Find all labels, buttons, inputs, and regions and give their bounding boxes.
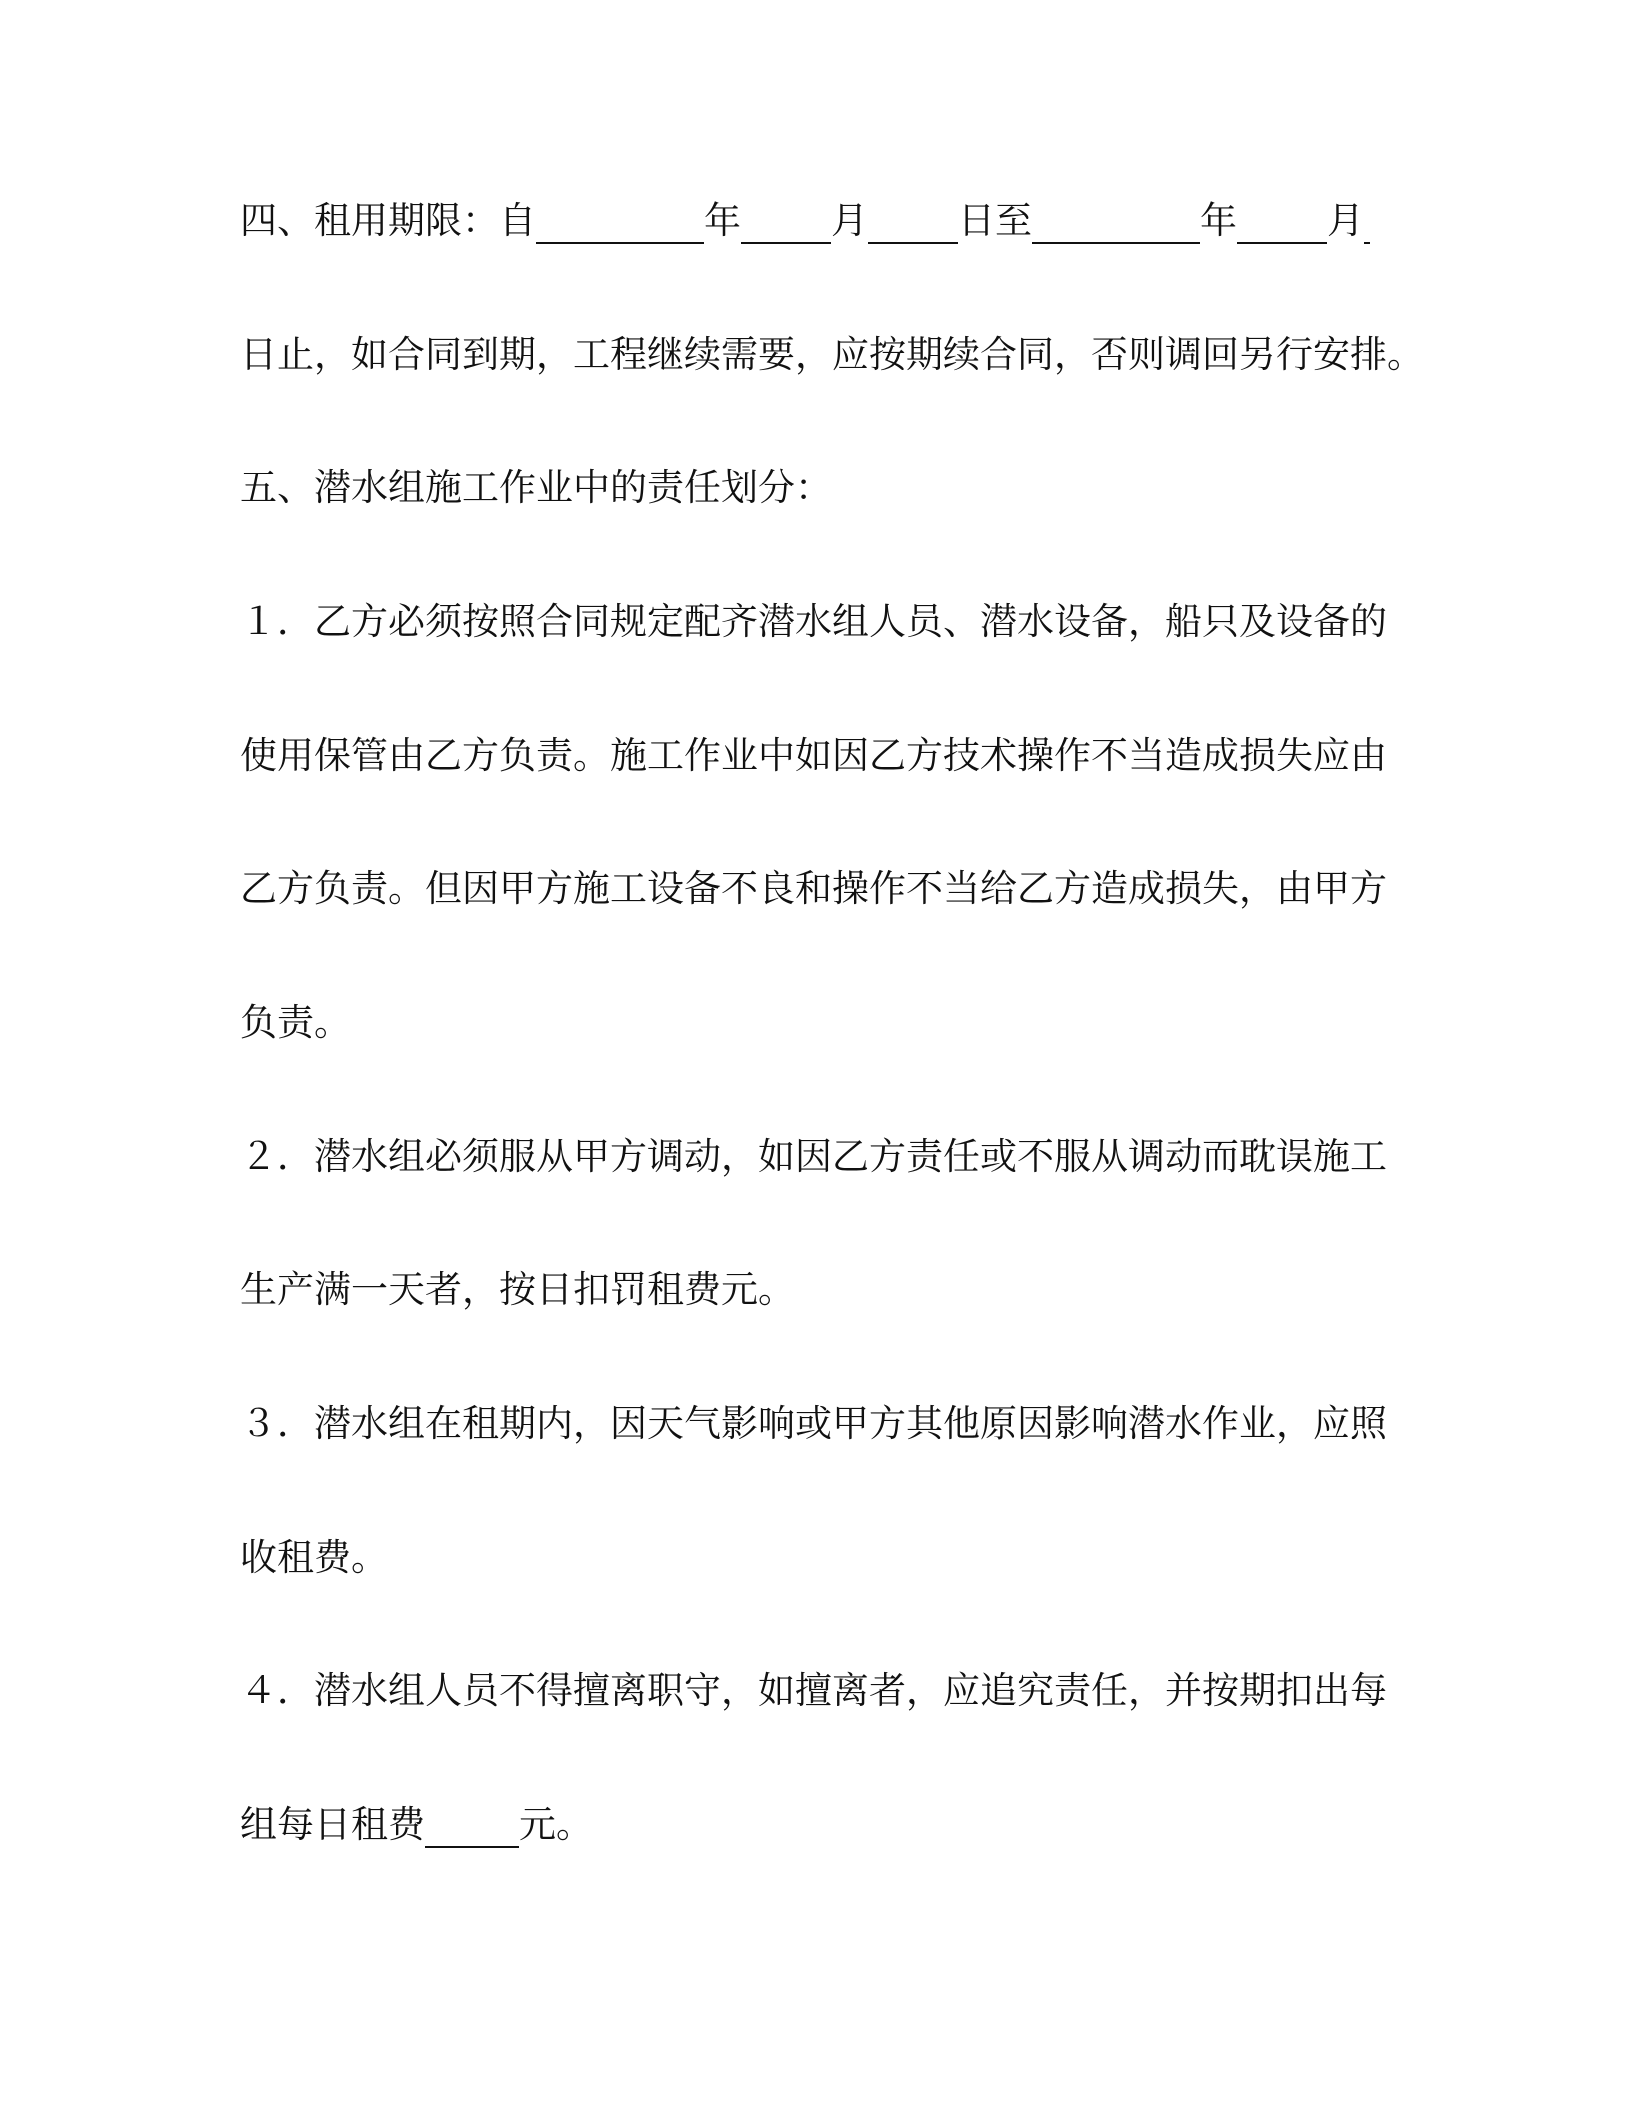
day-to-unit: 日至	[958, 199, 1032, 242]
year-unit-1: 年	[704, 199, 741, 242]
section-heading: 五、潜水组施工作业中的责任划分：	[240, 466, 832, 509]
month-unit-2: 月	[1327, 199, 1364, 242]
lease-term-line	[240, 196, 1370, 246]
daily-fee-line	[240, 1800, 593, 1850]
paragraph-line: ３．潜水组在租期内，因天气影响或甲方其他原因影响潜水作业，应照	[240, 1402, 1387, 1445]
start-year-blank	[536, 202, 704, 244]
end-month-blank	[1237, 202, 1327, 244]
paragraph-line: 乙方负责。但因甲方施工设备不良和操作不当给乙方造成损失，由甲方	[240, 867, 1387, 910]
lease-term-label: 四、租用期限：自	[240, 199, 536, 242]
paragraph-line: 负责。	[240, 1001, 351, 1044]
paragraph-line: ２．潜水组必须服从甲方调动，如因乙方责任或不服从调动而耽误施工	[240, 1135, 1387, 1178]
start-day-blank	[868, 202, 958, 244]
end-day-blank	[1364, 202, 1370, 244]
start-month-blank	[741, 202, 831, 244]
end-year-blank	[1032, 202, 1200, 244]
paragraph-line: 生产满一天者，按日扣罚租费元。	[240, 1268, 795, 1311]
paragraph-line: 收租费。	[240, 1536, 388, 1579]
paragraph-line: 日止，如合同到期，工程继续需要，应按期续合同，否则调回另行安排。	[240, 333, 1424, 376]
paragraph-line: １．乙方必须按照合同规定配齐潜水组人员、潜水设备，船只及设备的	[240, 600, 1387, 643]
daily-fee-blank	[425, 1806, 519, 1848]
paragraph-line: 使用保管由乙方负责。施工作业中如因乙方技术操作不当造成损失应由	[240, 734, 1387, 777]
daily-fee-label: 组每日租费	[240, 1803, 425, 1846]
month-unit-1: 月	[831, 199, 868, 242]
paragraph-line: ４．潜水组人员不得擅离职守，如擅离者，应追究责任，并按期扣出每	[240, 1669, 1387, 1712]
currency-unit: 元。	[519, 1803, 593, 1846]
year-unit-2: 年	[1200, 199, 1237, 242]
